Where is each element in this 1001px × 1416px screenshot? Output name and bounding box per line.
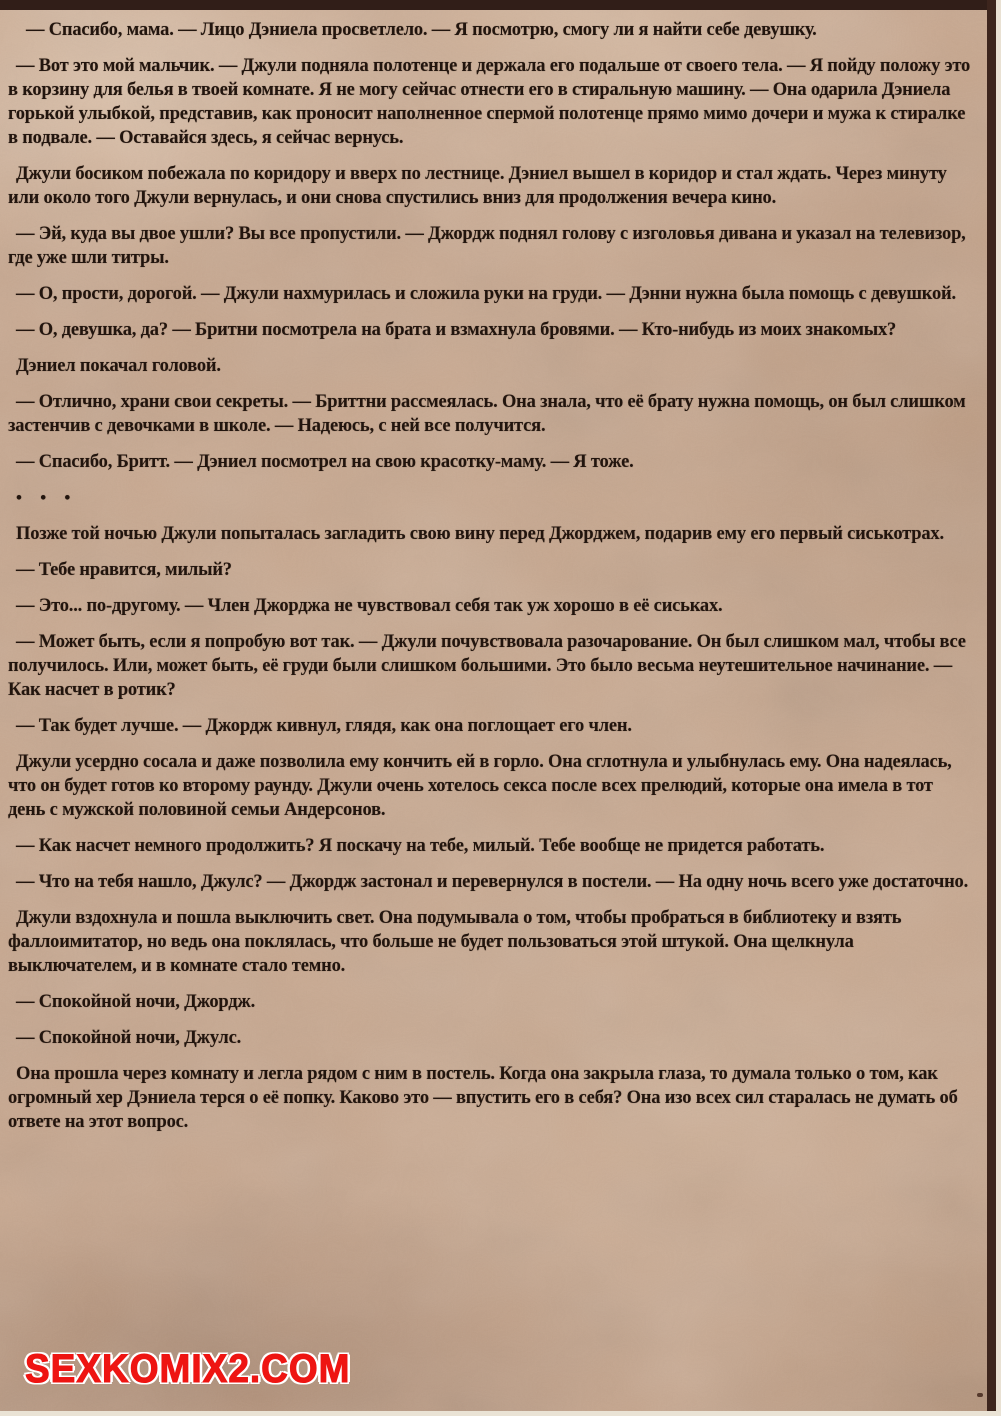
scan-artifact-speck — [977, 1393, 983, 1397]
story-paragraph: — Как насчет немного продолжить? Я поскачу на тебе, милый. Тебе вообще не придется работать. — [16, 836, 825, 856]
story-paragraph: — Это... по-другому. — Член Джорджа не чувствовал себя так уж хорошо в её сиськах. — [16, 596, 723, 616]
story-paragraph: — Вот это мой мальчик. — Джули подняла полотенце и держала его подальше от своего тела. — Я пойду положу это в корзину для белья в твоей комнате. Я не могу сейчас отнести его в стиральную машину. — Она одарила Дэниела горькой улыбкой, представив, как проносит наполненное спермой полотенце прямо мимо дочери и мужа к стиралке в подвале. — Оставайся здесь, я сейчас вернусь. — [8, 56, 971, 148]
story-paragraph: Она прошла через комнату и легла рядом с ним в постель. Когда она закрыла глаза, то думала только о том, как огромный хер Дэниела терся о её попку. Каково это — впустить его в себя? Она изо всех сил старалась не думать об ответе на этот вопрос. — [8, 1064, 958, 1132]
watermark-sexkomix2: SEXKOMIX2.COM — [25, 1346, 351, 1391]
story-paragraph: — Тебе нравится, милый? — [16, 560, 232, 580]
story-paragraph: Позже той ночью Джули попыталась загладить свою вину перед Джорджем, подарив ему его первый сиськотрах. — [16, 524, 944, 544]
story-paragraph: — Спасибо, мама. — Лицо Дэниела просветлело. — Я посмотрю, смогу ли я найти себе девушку. — [26, 20, 817, 40]
story-paragraph: — Отлично, храни свои секреты. — Бриттни рассмеялась. Она знала, что её брату нужна помощь, он был слишком застенчив с девочками в школе. — Надеюсь, с ней все получится. — [8, 392, 966, 436]
story-paragraph: — Что на тебя нашло, Джулс? — Джордж застонал и перевернулся в постели. — На одну ночь всего уже достаточно. — [16, 872, 969, 892]
scene-break-dots: • • • — [16, 488, 78, 507]
story-paragraph: — О, девушка, да? — Бритни посмотрела на брата и взмахнула бровями. — Кто-нибудь из моих знакомых? — [16, 320, 897, 340]
story-paragraph: Джули усердно сосала и даже позволила ему кончить ей в горло. Она сглотнула и улыбнулась ему. Она надеялась, что он будет готов ко второму раунду. Джули очень хотелось секса после всех прелюдий, которые она имела в тот день с мужской половиной семьи Андерсонов. — [8, 752, 952, 820]
story-paragraph: Джули вздохнула и пошла выключить свет. Она подумывала о том, чтобы пробраться в библиотеку и взять фаллоимитатор, но ведь она поклялась, что больше не будет пользоваться этой штукой. Она щелкнула выключателем, и в комнате стало темно. — [8, 908, 902, 976]
story-paragraph: — Спасибо, Бритт. — Дэниел посмотрел на свою красотку-маму. — Я тоже. — [16, 452, 634, 472]
scan-edge-bottom — [0, 1411, 1001, 1416]
scan-border-top — [0, 0, 996, 10]
story-paragraph: — Спокойной ночи, Джордж. — [16, 992, 256, 1012]
story-paragraph: Дэниел покачал головой. — [16, 356, 221, 376]
story-paragraph: — Так будет лучше. — Джордж кивнул, глядя, как она поглощает его член. — [16, 716, 632, 736]
scan-border-right — [987, 0, 996, 1411]
story-paragraph: Джули босиком побежала по коридору и вверх по лестнице. Дэниел вышел в коридор и стал ждать. Через минуту или около того Джули вернулась, и они снова спустились вниз для продолжения вечера кино. — [8, 164, 947, 208]
story-paragraph: — Спокойной ночи, Джулс. — [16, 1028, 242, 1048]
story-paragraph: — О, прости, дорогой. — Джули нахмурилась и сложила руки на груди. — Дэнни нужна была помощь с девушкой. — [16, 284, 956, 304]
story-paragraph: — Эй, куда вы двое ушли? Вы все пропустили. — Джордж поднял голову с изголовья дивана и указал на телевизор, где уже шли титры. — [8, 224, 966, 268]
scan-edge-right — [996, 0, 1001, 1416]
story-paragraph: — Может быть, если я попробую вот так. — Джули почувствовала разочарование. Он был слишком мал, чтобы все получилось. Или, может быть, её груди были слишком большими. Это было весьма неутешительное начинание. — Как насчет в ротик? — [8, 632, 966, 700]
